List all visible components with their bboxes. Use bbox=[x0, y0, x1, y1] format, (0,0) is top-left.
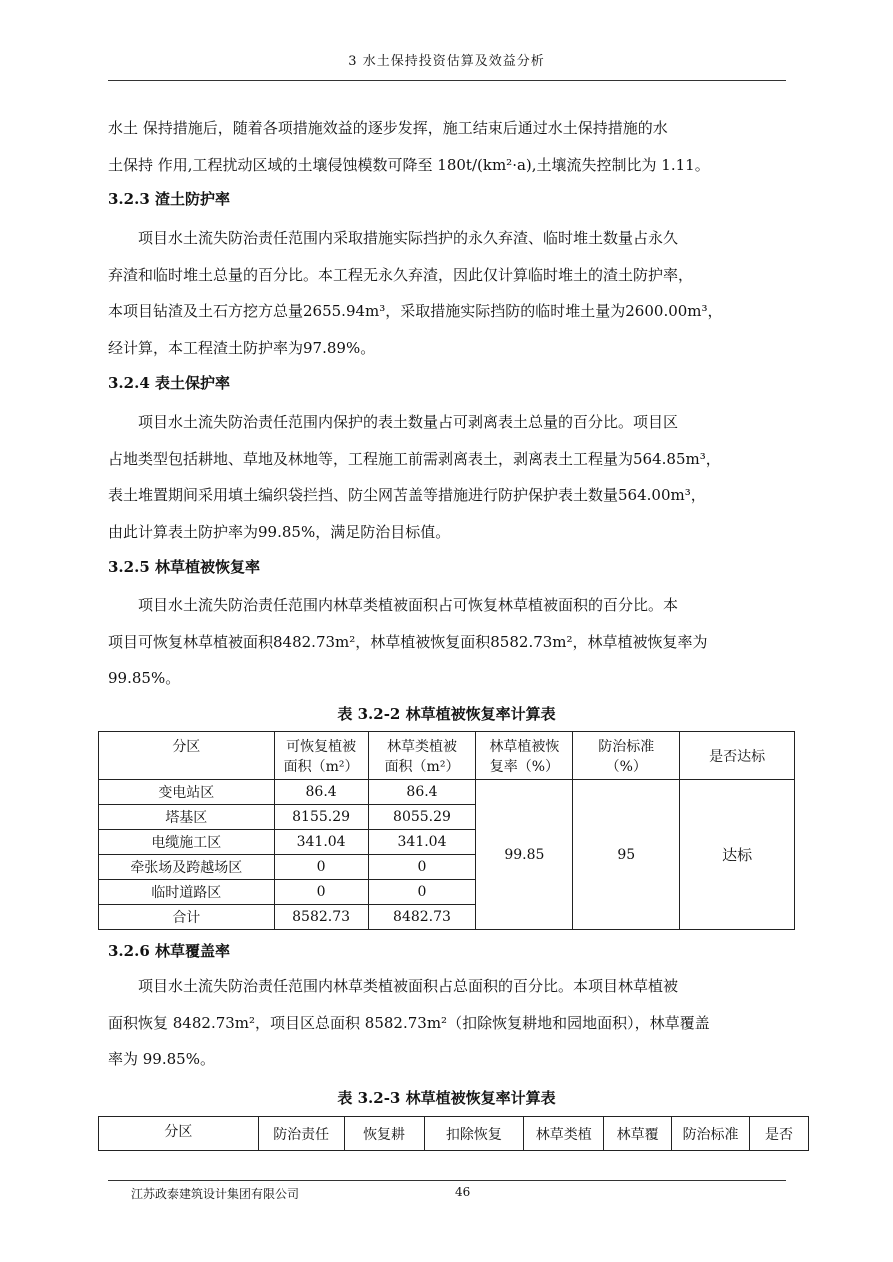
intro-line-1: 水土 保持措施后，随着各项措施效益的逐步发挥，施工结束后通过水土保持措施的水 bbox=[108, 119, 668, 137]
table-row bbox=[99, 780, 795, 805]
row-vegetation-area: 0 bbox=[368, 880, 476, 905]
row-recoverable-area: 8582.73 bbox=[274, 905, 368, 930]
body-line: 由此计算表土防护率为99.85%，满足防治目标值。 bbox=[108, 522, 451, 541]
header-cell bbox=[368, 732, 476, 780]
row-recoverable-area: 0 bbox=[274, 855, 368, 880]
header-cell: 林草覆 bbox=[604, 1117, 672, 1151]
header-cell: 是否达标 bbox=[680, 732, 795, 780]
header-cell: 是否 bbox=[750, 1117, 809, 1151]
header-cell: 防治责任 bbox=[258, 1117, 344, 1151]
merged-result: 达标 bbox=[680, 780, 795, 930]
row-zone: 电缆施工区 bbox=[99, 830, 275, 855]
row-recoverable-area: 0 bbox=[274, 880, 368, 905]
row-zone: 合计 bbox=[99, 905, 275, 930]
row-recoverable-area: 341.04 bbox=[274, 830, 368, 855]
body-line: 项目水土流失防治责任范围内林草类植被面积占可恢复林草植被面积的百分比。本 bbox=[138, 596, 679, 614]
body-line: 经计算，本工程渣土防护率为97.89%。 bbox=[108, 338, 376, 357]
table-header-row bbox=[99, 732, 795, 780]
section-3-2-6-body bbox=[108, 968, 788, 1078]
body-line: 占地类型包括耕地、草地及林地等，工程施工前需剥离表土，剥离表土工程量为564.85m³， bbox=[108, 449, 721, 468]
body-line: 弃渣和临时堆土总量的百分比。本工程无永久弃渣，因此仅计算临时堆土的渣土防护率， bbox=[108, 265, 694, 284]
section-heading-3-2-6: 3.2.6 林草覆盖率 bbox=[108, 942, 230, 960]
row-vegetation-area: 0 bbox=[368, 855, 476, 880]
header-cell-line: 面积（m²） bbox=[283, 758, 359, 775]
vegetation-recovery-table bbox=[98, 731, 795, 930]
row-recoverable-area: 86.4 bbox=[274, 780, 368, 805]
table-caption-3-2-3: 表 3.2-3 林草植被恢复率计算表 bbox=[337, 1089, 556, 1107]
body-line: 表土堆置期间采用填土编织袋拦挡、防尘网苫盖等措施进行防护保护表土数量564.00m³， bbox=[108, 486, 706, 504]
header-cell-line: （%） bbox=[605, 758, 647, 775]
header-rule bbox=[108, 80, 786, 81]
header-cell: 防治标准 bbox=[672, 1117, 750, 1151]
row-zone: 塔基区 bbox=[99, 805, 275, 830]
body-line: 项目水土流失防治责任范围内采取措施实际挡护的永久弃渣、临时堆土数量占永久 bbox=[138, 229, 679, 247]
footer-company: 江苏政泰建筑设计集团有限公司 bbox=[131, 1187, 300, 1201]
header-cell: 扣除恢复 bbox=[424, 1117, 524, 1151]
body-line: 99.85%。 bbox=[108, 669, 181, 687]
header-cell: 分区 bbox=[99, 732, 275, 780]
body-line: 项目水土流失防治责任范围内林草类植被面积占总面积的百分比。本项目林草植被 bbox=[138, 977, 679, 995]
header-cell: 林草类植 bbox=[524, 1117, 604, 1151]
header-cell-line: 可恢复植被 bbox=[286, 738, 357, 755]
table-caption-3-2-2: 表 3.2-2 林草植被恢复率计算表 bbox=[337, 705, 556, 723]
section-heading-3-2-4: 3.2.4 表土保护率 bbox=[108, 374, 230, 392]
header-cell-line: 面积（m²） bbox=[384, 758, 460, 775]
body-line: 率为 99.85%。 bbox=[108, 1050, 215, 1068]
intro-line-2: 土保持 作用,工程扰动区域的土壤侵蚀模数可降至 180t/(km²·a),土壤流失控制比为 1.11。 bbox=[108, 155, 710, 174]
section-heading-3-2-3: 3.2.3 渣土防护率 bbox=[108, 190, 230, 208]
header-cell: 恢复耕 bbox=[344, 1117, 424, 1151]
vegetation-coverage-table bbox=[98, 1116, 809, 1151]
intro-paragraph bbox=[108, 110, 788, 183]
header-cell-line: 林草植被恢 bbox=[489, 738, 560, 755]
header-cell-line: 林草类植被 bbox=[387, 738, 457, 755]
row-vegetation-area: 8055.29 bbox=[368, 805, 476, 830]
row-zone: 牵张场及跨越场区 bbox=[99, 855, 275, 880]
row-zone: 变电站区 bbox=[99, 780, 275, 805]
section-heading-3-2-5: 3.2.5 林草植被恢复率 bbox=[108, 558, 260, 576]
header-cell bbox=[476, 732, 573, 780]
row-vegetation-area: 86.4 bbox=[368, 780, 476, 805]
footer-rule bbox=[108, 1180, 786, 1181]
body-line: 项目可恢复林草植被面积8482.73m²，林草植被恢复面积8582.73m²，林草植被恢复率为 bbox=[108, 632, 708, 651]
section-3-2-4-body bbox=[108, 404, 788, 550]
header-cell bbox=[274, 732, 368, 780]
body-line: 项目水土流失防治责任范围内保护的表土数量占可剥离表土总量的百分比。项目区 bbox=[138, 413, 679, 431]
body-line: 本项目钻渣及土石方挖方总量2655.94m³，采取措施实际挡防的临时堆土量为2600.00m³， bbox=[108, 302, 723, 320]
row-zone: 临时道路区 bbox=[99, 880, 275, 905]
header-cell: 分区 bbox=[99, 1117, 259, 1151]
body-line: 面积恢复 8482.73m²，项目区总面积 8582.73m²（扣除恢复耕地和园地面积），林草覆盖 bbox=[108, 1013, 710, 1032]
page-number: 46 bbox=[455, 1185, 471, 1199]
running-header: 3 水土保持投资估算及效益分析 bbox=[348, 54, 545, 69]
merged-standard: 95 bbox=[573, 780, 680, 930]
section-3-2-3-body bbox=[108, 220, 788, 366]
header-cell-line: 复率（%） bbox=[489, 758, 560, 775]
row-vegetation-area: 341.04 bbox=[368, 830, 476, 855]
row-recoverable-area: 8155.29 bbox=[274, 805, 368, 830]
header-cell-line: 防治标准 bbox=[598, 738, 655, 755]
table-header-row bbox=[99, 1117, 809, 1151]
row-vegetation-area: 8482.73 bbox=[368, 905, 476, 930]
section-3-2-5-body bbox=[108, 587, 788, 697]
merged-recovery-rate: 99.85 bbox=[476, 780, 573, 930]
header-cell bbox=[573, 732, 680, 780]
